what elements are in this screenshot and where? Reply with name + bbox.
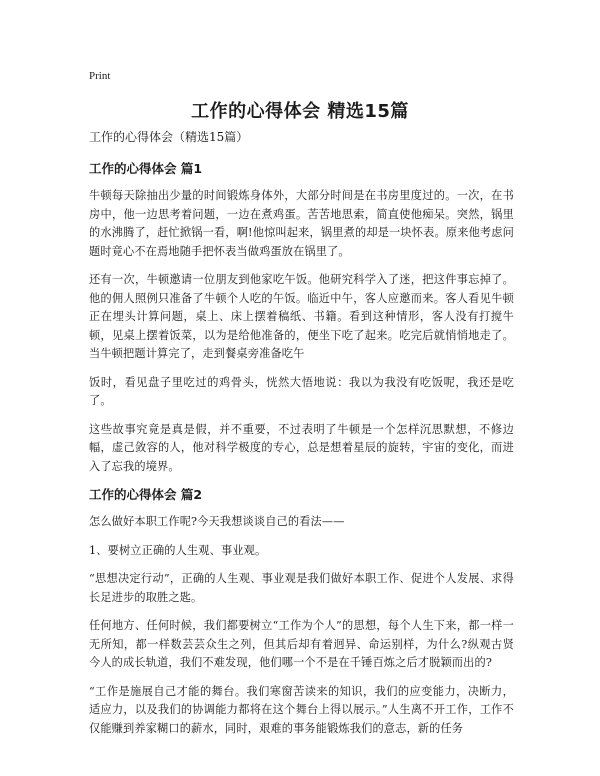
paragraph: 饭时，看见盘子里吃过的鸡骨头，恍然大悟地说：我以为我没有吃饭呢，我还是吃了。 — [89, 375, 514, 407]
section-heading: 工作的心得体会 篇2 — [89, 487, 203, 502]
paragraph: “思想决定行动”，正确的人生观、事业观是我们做好本职工作、促进个人发展、求得长足进步的取胜之匙。 — [89, 572, 514, 604]
document-subtitle: 工作的心得体会（精选15篇） — [89, 130, 249, 144]
paragraph: “工作是施展自己才能的舞台。我们寒窗苦读来的知识，我们的应变能力，决断力，适应力，以及我们的协调能力都将在这个舞台上得以展示。”人生离不开工作，工作不仅能赚到养家糊口的薪水，同时，艰难的事务能锻炼我们的意志，新的任务 — [89, 684, 514, 735]
paragraph: 还有一次，牛顿邀请一位朋友到他家吃午饭。他研究科学入了迷，把这件事忘掉了。他的佣人照例只准备了牛顿个人吃的午饭。临近中午，客人应邀而来。客人看见牛顿正在埋头计算问题，桌上、床上摆着稿纸、书籍。看到这种情形，客人没有打搅牛顿，见桌上摆着饭菜，以为是给他准备的，便坐下吃了起来。吃完后就悄悄地走了。当牛顿把题计算完了，走到餐桌旁准备吃午 — [89, 273, 514, 360]
paragraph: 1、要树立正确的人生观、事业观。 — [89, 543, 267, 557]
section-2 — [89, 486, 514, 738]
section-heading: 工作的心得体会 篇1 — [89, 161, 203, 176]
paragraph: 任何地方、任何时候，我们都要树立“工作为个人”的思想，每个人生下来，都一样一无所知，都一样数芸芸众生之列，但其后却有着迥异、命运别样，为什么?纵观古贤今人的成长轨道，我们不难发现，他们哪一个不是在千锤百炼之后才脱颖而出的? — [89, 619, 514, 669]
paragraph: 这些故事究竟是真是假，并不重要，不过表明了牛顿是一个怎样沉思默想，不修边幅，虚己敛容的人，他对科学极度的专心，总是想着星辰的旋转，宇宙的变化，而进入了忘我的境界。 — [89, 422, 514, 473]
paragraph: 怎么做好本职工作呢?今天我想谈谈自己的看法—— — [89, 515, 345, 528]
document-body — [89, 128, 514, 748]
print-link[interactable]: Print — [89, 70, 111, 82]
document-title: 工作的心得体会 精选15篇 — [191, 101, 409, 122]
paragraph: 牛顿每天除抽出少量的时间锻炼身体外，大部分时间是在书房里度过的。一次，在书房中，他一边思考着问题，一边在煮鸡蛋。苦苦地思索，简直使他痴呆。突然，锅里的水沸腾了，赶忙掀锅一看，啊!他惊叫起来，锅里煮的却是一块怀表。原来他考虑问题时竟心不在焉地随手把怀表当做鸡蛋放在锅里了。 — [89, 189, 514, 258]
section-1 — [89, 160, 514, 476]
